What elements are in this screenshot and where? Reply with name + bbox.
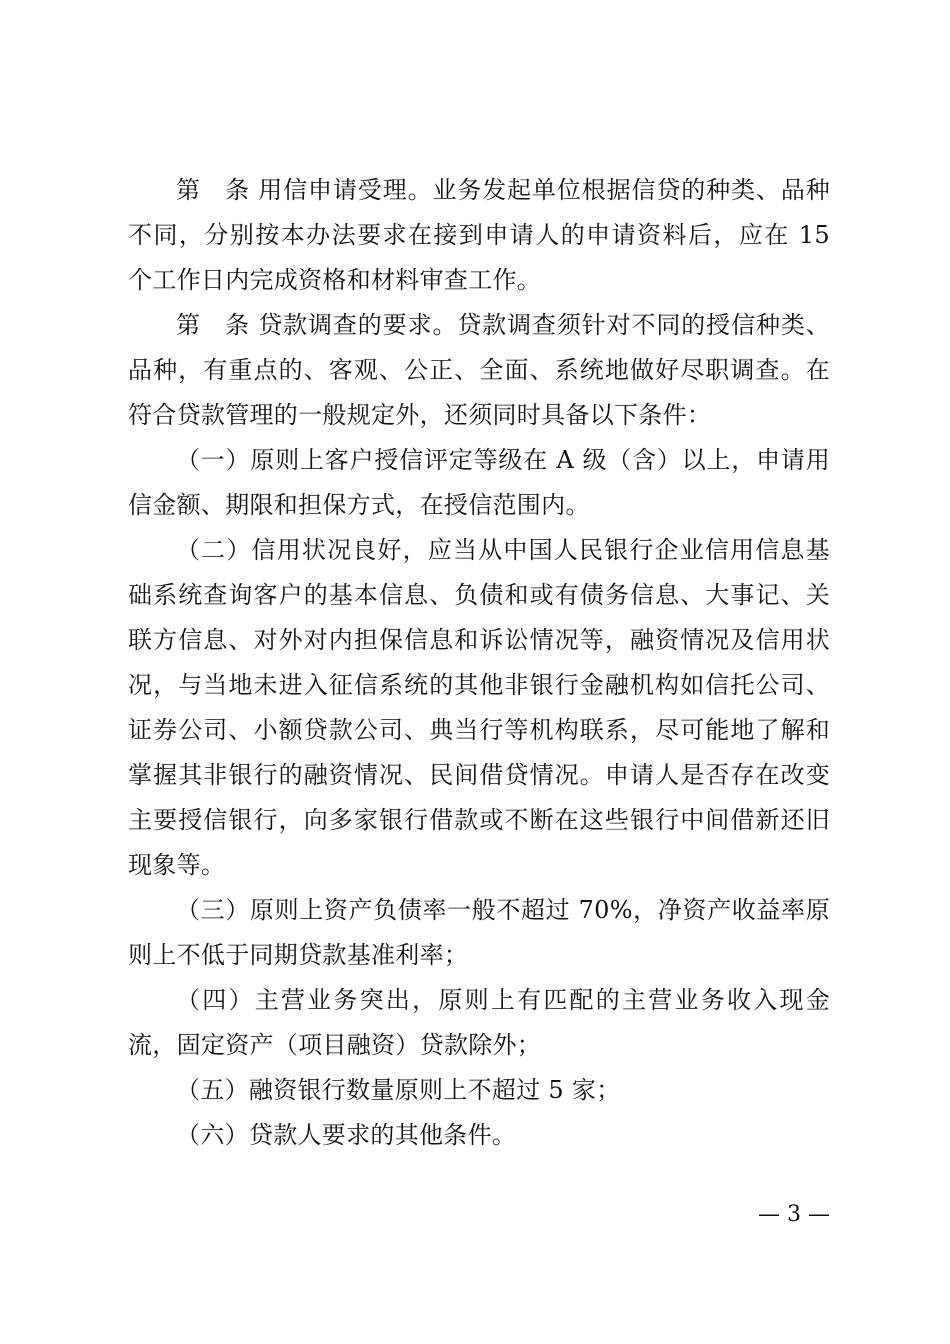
- paragraph-text: （六）贷款人要求的其他条件。: [176, 1121, 517, 1149]
- page-number: — 3 —: [758, 1202, 830, 1227]
- condition-item-5: [128, 1068, 830, 1113]
- article-number: 第 条: [176, 176, 250, 204]
- condition-item-6: [128, 1113, 830, 1158]
- paragraph-text: （五）融资银行数量原则上不超过 5 家；: [176, 1076, 621, 1104]
- condition-item-3: [128, 888, 830, 978]
- paragraph-text: （一）原则上客户授信评定等级在 A 级（含）以上，申请用信金额、期限和担保方式，在授信范围内。: [128, 446, 830, 519]
- paragraph-text: （四）主营业务突出，原则上有匹配的主营业务收入现金流，固定资产（项目融资）贷款除外；: [128, 986, 830, 1059]
- paragraph-text: 贷款调查的要求。贷款调查须针对不同的授信种类、品种，有重点的、客观、公正、全面、系统地做好尽职调查。在符合贷款管理的一般规定外，还须同时具备以下条件：: [128, 311, 831, 429]
- paragraph-text: （二）信用状况良好，应当从中国人民银行企业信用信息基础系统查询客户的基本信息、负债和或有债务信息、大事记、关联方信息、对外对内担保信息和诉讼情况等，融资情况及信用状况，与当地未进入征信系统的其他非银行金融机构如信托公司、证券公司、小额贷款公司、典当行等机构联系，尽可能地了解和掌握其非银行的融资情况、民间借贷情况。申请人是否存在改变主要授信银行，向多家银行借款或不断在这些银行中间借新还旧现象等。: [128, 536, 830, 879]
- article-paragraph-1: [128, 168, 830, 303]
- condition-item-4: [128, 978, 830, 1068]
- article-paragraph-2: [128, 303, 830, 438]
- document-body: [128, 168, 830, 1158]
- article-number: 第 条: [176, 311, 250, 339]
- paragraph-text: （三）原则上资产负债率一般不超过 70%，净资产收益率原则上不低于同期贷款基准利率；: [128, 896, 830, 969]
- paragraph-text: 用信申请受理。业务发起单位根据信贷的种类、品种不同，分别按本办法要求在接到申请人的申请资料后，应在 15 个工作日内完成资格和材料审查工作。: [128, 176, 831, 294]
- condition-item-2: [128, 528, 830, 888]
- condition-item-1: [128, 438, 830, 528]
